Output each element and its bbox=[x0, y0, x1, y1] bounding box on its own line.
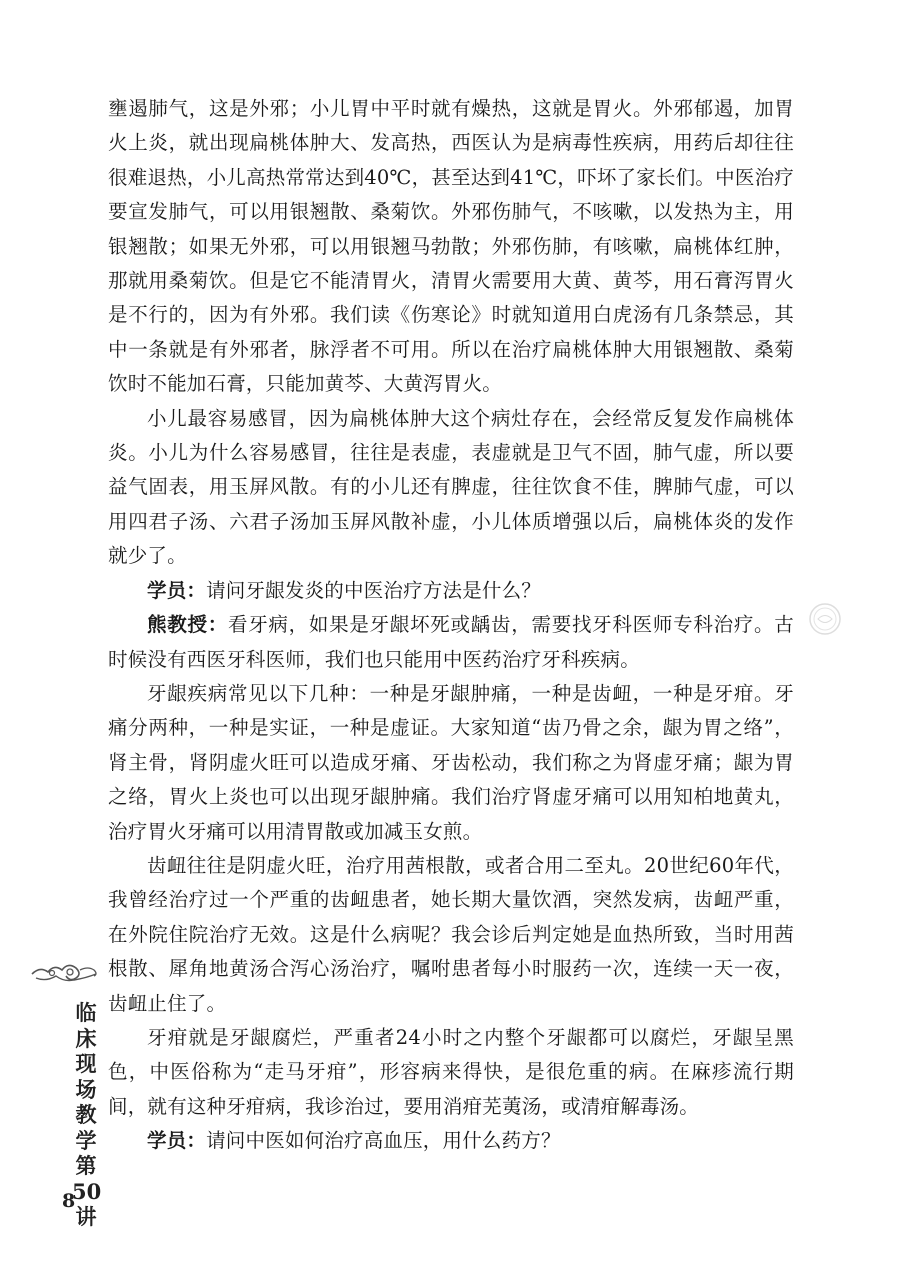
paragraph bbox=[108, 849, 794, 1021]
dialogue-student-question bbox=[108, 574, 794, 608]
dialogue-professor-answer bbox=[108, 608, 794, 677]
speaker-label: 熊教授： bbox=[147, 613, 228, 637]
dialogue-text: 看牙病，如果是牙龈坏死或龋齿，需要找牙科医师专科治疗。古时候没有西医牙科医师，我们也只能用中医药治疗牙科疾病。 bbox=[108, 613, 794, 671]
paragraph-continuation bbox=[108, 92, 794, 402]
page-number: 8 bbox=[62, 1190, 76, 1212]
paragraph-text: 齿衄往往是阴虚火旺，治疗用茜根散，或者合用二至丸。20世纪60年代，我曾经治疗过一个严重的齿衄患者，她长期大量饮酒，突然发病，齿衄严重，在外院住院治疗无效。这是什么病呢？我会诊后判定她是血热所致，当时用茜根散、犀角地黄汤合泻心汤治疗，嘱咐患者每小时服药一次，连续一天一夜，齿衄止住了。 bbox=[108, 853, 794, 1015]
dialogue-text: 请问牙龈发炎的中医治疗方法是什么？ bbox=[206, 578, 542, 602]
paragraph-text: 壅遏肺气，这是外邪；小儿胃中平时就有燥热，这就是胃火。外邪郁遏，加胃火上炎，就出现扁桃体肿大、发高热，西医认为是病毒性疾病，用药后却往往很难退热，小儿高热常常达到40℃，甚至达到41℃，吓坏了家长们。中医治疗要宣发肺气，可以用银翘散、桑菊饮。外邪伤肺气，不咳嗽，以发热为主，用银翘散；如果无外邪，可以用银翘马勃散；外邪伤肺，有咳嗽，扁桃体红肿，那就用桑菊饮。但是它不能清胃火，清胃火需要用大黄、黄芩，用石膏泻胃火是不行的，因为有外邪。我们读《伤寒论》时就知道用白虎汤有几条禁忌，其中一条就是有外邪者，脉浮者不可用。所以在治疗扁桃体肿大用银翘散、桑菊饮时不能加石膏，只能加黄芩、大黄泻胃火。 bbox=[108, 97, 794, 396]
paragraph-text: 牙疳就是牙龈腐烂，严重者24小时之内整个牙龈都可以腐烂，牙龈呈黑色，中医俗称为“走马牙疳”，形容病来得快，是很危重的病。在麻疹流行期间，就有这种牙疳病，我诊治过，要用消疳芜荑汤，或清疳解毒汤。 bbox=[108, 1025, 794, 1118]
cloud-scroll-ornament-icon bbox=[30, 960, 102, 990]
paragraph bbox=[108, 402, 794, 574]
watermark-seal-icon bbox=[808, 602, 842, 640]
dialogue-student-question bbox=[108, 1124, 794, 1158]
paragraph-text: 牙龈疾病常见以下几种：一种是牙龈肿痛，一种是齿衄，一种是牙疳。牙痛分两种，一种是实证，一种是虚证。大家知道“齿乃骨之余，龈为胃之络”，肾主骨，肾阴虚火旺可以造成牙痛、牙齿松动，我们称之为肾虚牙痛；龈为胃之络，胃火上炎也可以出现牙龈肿痛。我们治疗肾虚牙痛可以用知柏地黄丸，治疗胃火牙痛可以用清胃散或加减玉女煎。 bbox=[108, 681, 794, 843]
paragraph bbox=[108, 677, 794, 849]
speaker-label: 学员： bbox=[147, 578, 207, 602]
paragraph bbox=[108, 1021, 794, 1124]
body-text bbox=[108, 92, 794, 1159]
dialogue-text: 请问中医如何治疗高血压，用什么药方？ bbox=[206, 1129, 561, 1153]
speaker-label: 学员： bbox=[147, 1129, 207, 1153]
paragraph-text: 小儿最容易感冒，因为扁桃体肿大这个病灶存在，会经常反复发作扁桃体炎。小儿为什么容易感冒，往往是表虚，表虚就是卫气不固，肺气虚，所以要益气固表，用玉屏风散。有的小儿还有脾虚，往往饮食不佳，脾肺气虚，可以用四君子汤、六君子汤加玉屏风散补虚，小儿体质增强以后，扁桃体炎的发作就少了。 bbox=[108, 406, 794, 568]
chapter-title-vertical: 临 床 现 场 教 学 第 50 讲 bbox=[72, 1000, 102, 1229]
